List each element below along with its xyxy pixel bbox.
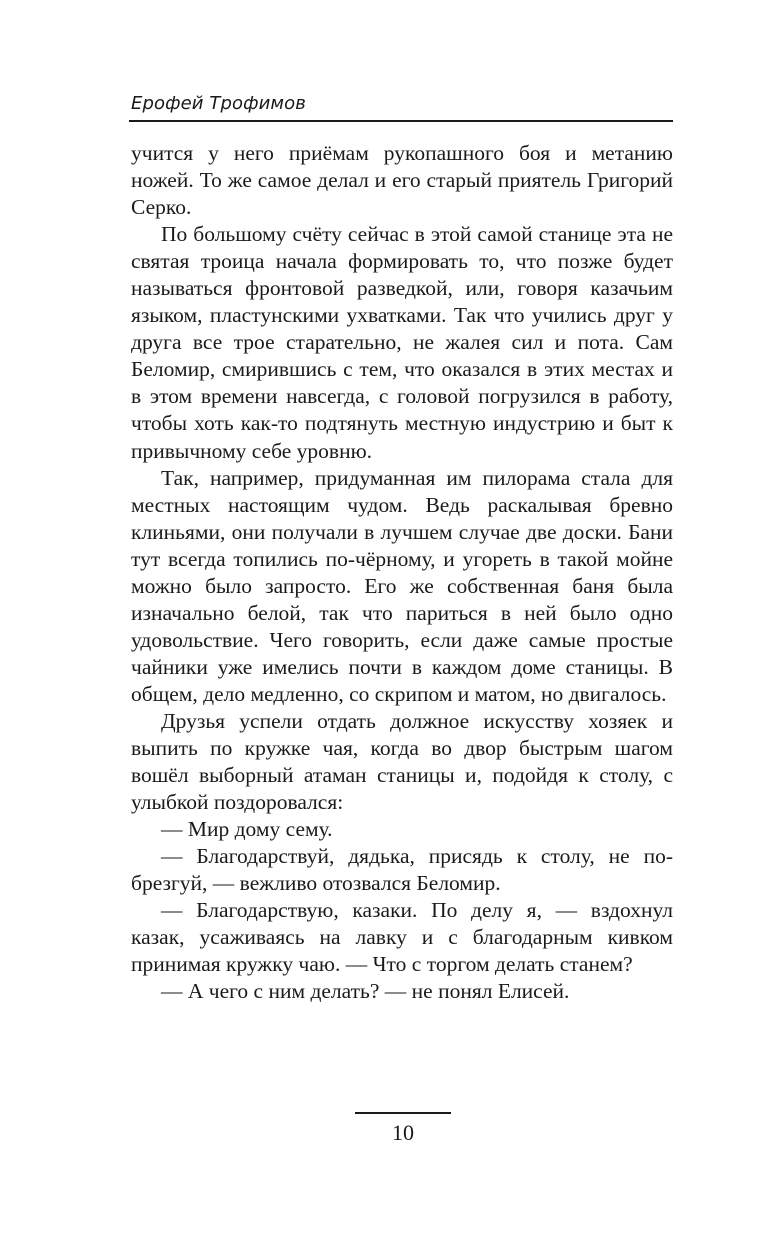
paragraph: По большому счёту сейчас в этой самой станице эта не святая троица начала формировать то, что позже будет называться фронтовой разведкой, или, говоря казачьим языком, пластунскими ухватками. Так что учились друг у друга все трое старательно, не жалея сил и пота. Сам Беломир, смирившись с тем, что оказался в этих местах и в этом времени навсегда, с головой погрузился в работу, чтобы хоть как-то подтянуть местную индустрию и быт к привычному себе уровню. (131, 222, 673, 463)
paragraph-continuation: учится у него приёмам рукопашного боя и метанию ножей. То же самое делал и его старый приятель Григорий Серко. (131, 141, 673, 220)
body-text (131, 140, 673, 1006)
running-head: Ерофей Трофимов (131, 93, 306, 114)
page-number: 10 (392, 1120, 414, 1145)
footer-rule (355, 1112, 451, 1114)
paragraph: Так, например, придуманная им пилорама стала для местных настоящим чудом. Ведь раскалывая бревно клиньями, они получали в лучшем случае две доски. Бани тут всегда топились по-чёрному, и угореть в такой мойне можно было запросто. Его же собственная баня была изначально белой, так что париться в ней было одно удовольствие. Чего говорить, если даже самые простые чайники уже имелись почти в каждом доме станицы. В общем, дело медленно, со скрипом и матом, но двигалось. (131, 465, 673, 706)
dialogue-line: — А чего с ним делать? — не понял Елисей. (161, 979, 570, 1004)
dialogue-line: — Мир дому сему. (161, 817, 333, 842)
header-rule (129, 120, 673, 122)
dialogue-line: — Благодарствую, казаки. По делу я, — вздохнул казак, усаживаясь на лавку и с благодарным кивком принимая кружку чаю. — Что с торгом делать станем? (131, 898, 673, 977)
dialogue-line: — Благодарствуй, дядька, присядь к столу, не побрезгуй, — вежливо отозвался Беломир. (131, 844, 673, 896)
paragraph: Друзья успели отдать должное искусству хозяек и выпить по кружке чая, когда во двор быстрым шагом вошёл выборный атаман станицы и, подойдя к столу, с улыбкой поздоровался: (131, 708, 673, 815)
